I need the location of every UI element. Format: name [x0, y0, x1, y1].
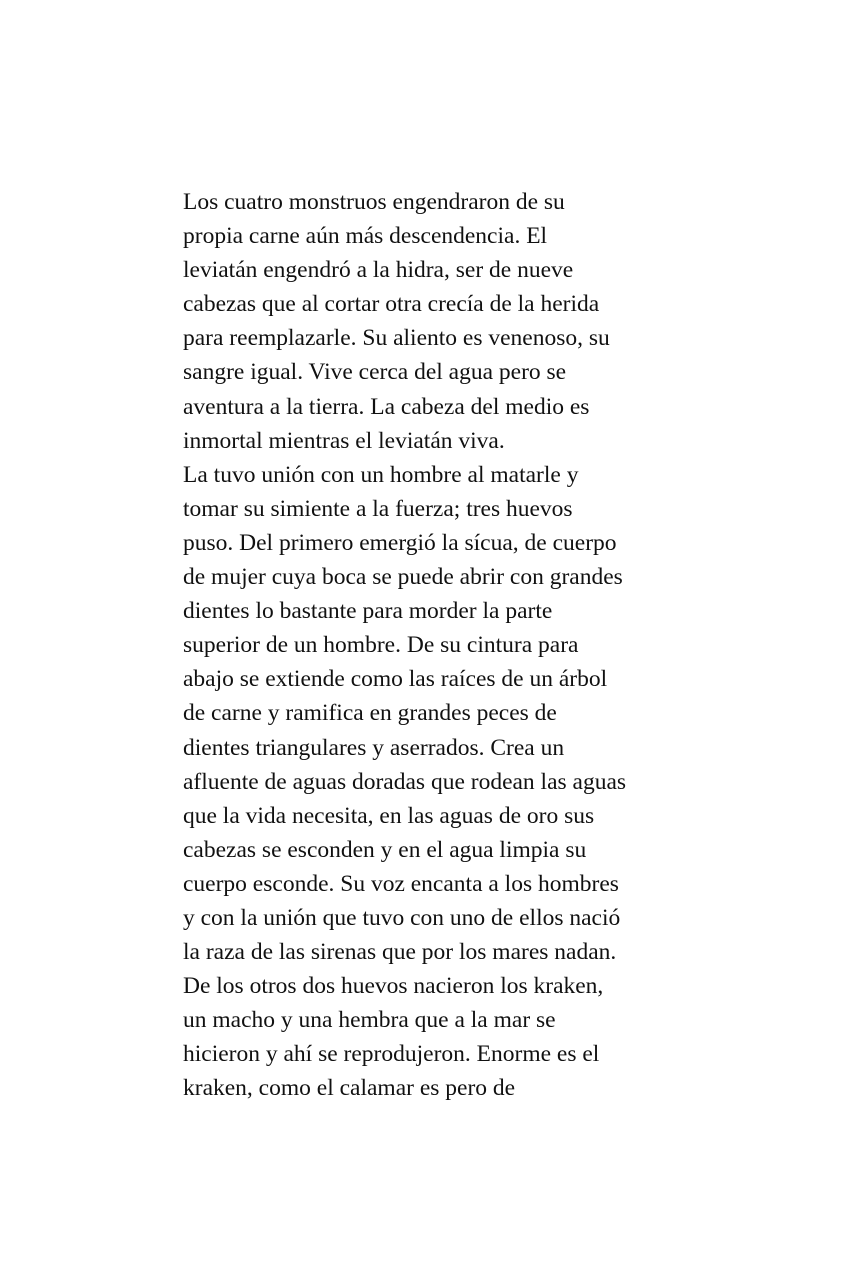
text-line: de mujer cuya boca se puede abrir con grandes: [183, 564, 623, 591]
text-line: de carne y ramifica en grandes peces de: [183, 700, 557, 727]
text-line: dientes lo bastante para morder la parte: [183, 598, 553, 625]
text-line: superior de un hombre. De su cintura para: [183, 632, 579, 659]
text-line: cuerpo esconde. Su voz encanta a los hombres: [183, 870, 619, 897]
text-line: aventura a la tierra. La cabeza del medio es: [183, 393, 590, 420]
text-line: afluente de aguas doradas que rodean las aguas: [183, 768, 627, 795]
body-text: [183, 185, 683, 1106]
text-line: un macho y una hembra que a la mar se: [183, 1007, 556, 1034]
text-line: tomar su simiente a la fuerza; tres huevos: [183, 495, 573, 522]
text-line: kraken, como el calamar es pero de: [183, 1075, 516, 1102]
text-line: abajo se extiende como las raíces de un árbol: [183, 666, 608, 693]
text-line: La tuvo unión con un hombre al matarle y: [183, 461, 579, 488]
text-line: leviatán engendró a la hidra, ser de nueve: [183, 257, 574, 284]
text-line: puso. Del primero emergió la sícua, de cuerpo: [183, 529, 617, 556]
text-line: hicieron y ahí se reprodujeron. Enorme es el: [183, 1041, 600, 1068]
text-line: para reemplazarle. Su aliento es venenoso, su: [183, 325, 610, 352]
text-line: la raza de las sirenas que por los mares nadan.: [183, 939, 617, 966]
text-line: cabezas que al cortar otra crecía de la herida: [183, 291, 600, 318]
text-line: Los cuatro monstruos engendraron de su: [183, 189, 565, 215]
text-line: cabezas se esconden y en el agua limpia su: [183, 836, 587, 863]
text-line: que la vida necesita, en las aguas de oro sus: [183, 802, 595, 829]
text-line: propia carne aún más descendencia. El: [183, 223, 548, 250]
text-line: sangre igual. Vive cerca del agua pero se: [183, 359, 567, 386]
text-line: De los otros dos huevos nacieron los kraken,: [183, 973, 604, 1000]
text-line: inmortal mientras el leviatán viva.: [183, 427, 505, 454]
text-line: dientes triangulares y aserrados. Crea un: [183, 734, 565, 761]
text-line: y con la unión que tuvo con uno de ellos nació: [183, 904, 621, 931]
